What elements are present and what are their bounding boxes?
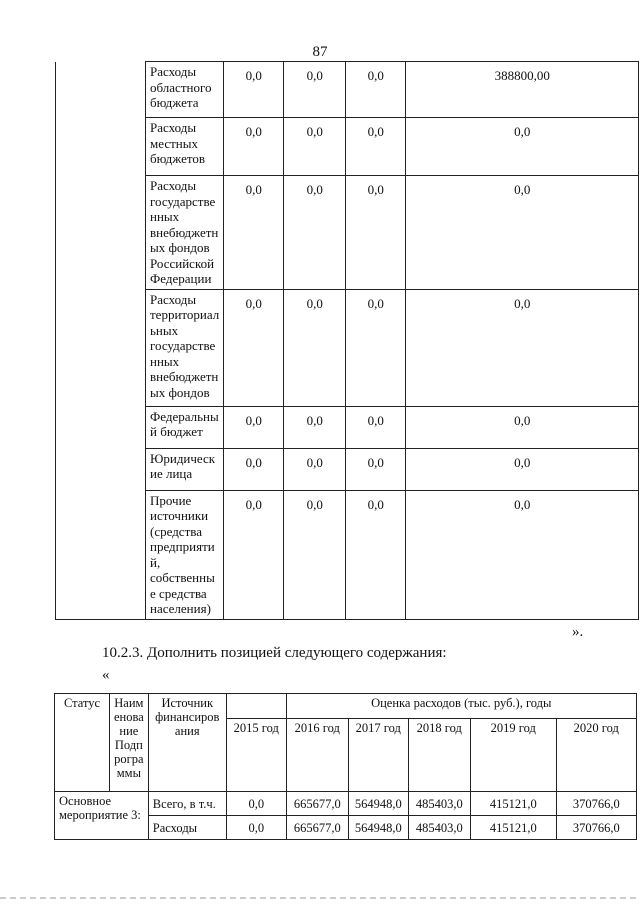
header-year: 2017 год [348,719,408,792]
value-cell: 415121,0 [470,792,556,816]
value-cell: 0,0 [346,176,406,290]
table-row [56,406,639,448]
value-cell: 0,0 [224,490,284,619]
source-total: Всего, в т.ч. [148,792,226,816]
value-cell: 0,0 [226,816,286,840]
value-cell: 0,0 [406,406,639,448]
value-cell: 0,0 [284,118,346,176]
value-cell: 0,0 [346,289,406,406]
empty-status-cell [56,448,146,490]
value-cell: 0,0 [346,118,406,176]
value-cell: 370766,0 [556,816,636,840]
value-cell: 370766,0 [556,792,636,816]
value-cell: 0,0 [406,448,639,490]
header-year: 2016 год [286,719,348,792]
page-number: 87 [312,44,328,60]
empty-status-cell [56,176,146,290]
source-label: Прочие источники (средства предприяти й, собственны е средства населения) [146,490,224,619]
header-year: 2015 год [226,719,286,792]
value-cell: 0,0 [406,490,639,619]
value-cell: 0,0 [284,406,346,448]
value-cell: 665677,0 [286,816,348,840]
value-cell: 0,0 [406,289,639,406]
header-estimate: Оценка расходов (тыс. руб.), годы [286,694,636,719]
value-cell: 0,0 [284,289,346,406]
value-cell: 564948,0 [348,816,408,840]
value-cell: 0,0 [284,176,346,290]
value-cell: 485403,0 [408,816,470,840]
table-row [56,118,639,176]
value-cell: 564948,0 [348,792,408,816]
value-cell: 0,0 [346,406,406,448]
opening-quote: « [102,667,110,683]
scan-edge [0,897,640,899]
value-cell: 0,0 [284,62,346,118]
empty-status-cell [56,62,146,118]
table-row [56,490,639,619]
value-cell: 0,0 [224,62,284,118]
value-cell: 0,0 [224,289,284,406]
header-source: Источник финансиров ания [148,694,226,792]
source-label: Федеральны й бюджет [146,406,224,448]
value-cell: 665677,0 [286,792,348,816]
value-cell: 0,0 [346,448,406,490]
value-cell: 0,0 [406,176,639,290]
table-row [56,289,639,406]
financing-table-continued [55,61,639,620]
table-row [56,448,639,490]
table-row [56,62,639,118]
value-cell: 0,0 [346,62,406,118]
empty-status-cell [56,289,146,406]
value-cell: 0,0 [226,792,286,816]
source-expenses: Расходы [148,816,226,840]
value-cell: 0,0 [224,118,284,176]
value-cell: 0,0 [284,490,346,619]
header-status: Статус [55,694,110,792]
value-cell: 0,0 [346,490,406,619]
empty-status-cell [56,406,146,448]
value-cell: 0,0 [224,176,284,290]
value-cell: 0,0 [406,118,639,176]
table-row [56,176,639,290]
header-year: 2019 год [470,719,556,792]
empty-status-cell [56,118,146,176]
header-empty-cell [226,694,286,719]
value-cell: 0,0 [224,448,284,490]
value-cell: 388800,00 [406,62,639,118]
empty-status-cell [56,490,146,619]
value-cell: 485403,0 [408,792,470,816]
closing-quote: ». [572,624,584,640]
header-program-name: Наим енова ние Подп рогра ммы [110,694,149,792]
header-year: 2018 год [408,719,470,792]
source-label: Юридическ ие лица [146,448,224,490]
amendment-paragraph: 10.2.3. Дополнить позицией следующего содержания: [102,645,447,661]
new-position-table [54,693,637,840]
value-cell: 0,0 [284,448,346,490]
source-label: Расходы местных бюджетов [146,118,224,176]
header-year: 2020 год [556,719,636,792]
source-label: Расходы областного бюджета [146,62,224,118]
value-cell: 415121,0 [470,816,556,840]
value-cell: 0,0 [224,406,284,448]
source-label: Расходы территориал ьных государстве нных внебюджетн ых фондов [146,289,224,406]
status-main-activity-3: Основное мероприятие 3: [55,792,149,840]
source-label: Расходы государстве нных внебюджетн ых фондов Российской Федерации [146,176,224,290]
